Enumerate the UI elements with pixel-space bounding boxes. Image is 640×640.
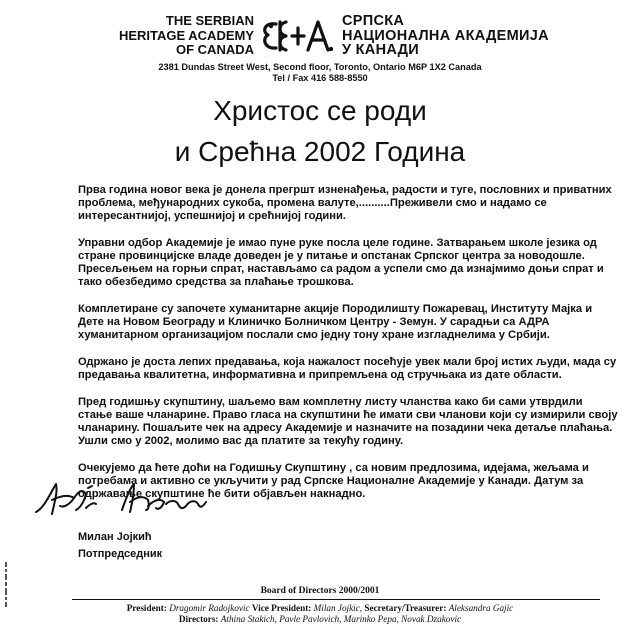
academy-monogram-logo-icon <box>258 16 338 58</box>
board-directors <box>0 614 640 624</box>
letterhead-serbian-line: У КАНАДИ <box>342 42 420 58</box>
body-paragraph: Комплетиране су започете хуманитарне акције Породилишту Пожаревац, Институту Мајка и Дете на Новом Београду и Клиничко Болничком Центру - Земун. У сарадњи са АДРА хуманитарном организацијом послали смо једну тону хране изгладнелима у Србији. <box>78 303 593 341</box>
letterhead-serbian-line: СРПСКА <box>342 13 405 29</box>
letter-body <box>78 184 618 515</box>
street-address: 2381 Dundas Street West, Second floor, Toronto, Ontario M6P 1X2 Canada <box>158 62 482 72</box>
letterhead-english-name <box>119 14 254 58</box>
vice-president-name: Milan Jojkic, <box>313 603 363 613</box>
letterhead-english-line: HERITAGE ACADEMY <box>118 27 254 43</box>
letterhead-english-line: OF CANADA <box>176 42 254 57</box>
directors-names: Athina Stakich, Pavle Pavlovich, Marinko Pepa, Novak Dzakovic <box>220 614 462 624</box>
president-label: President: <box>126 603 167 613</box>
body-paragraph: Одржано је доста лепих предавања, која нажалост посећује увек мали број истих људи, мада су предавања квалитетна, информативна и припремљена од стручњака из дате области. <box>78 356 617 381</box>
board-title: Board of Directors 2000/2001 <box>260 586 380 596</box>
greeting-title <box>0 90 640 172</box>
body-paragraph: Очекујемо да ћете доћи на Годишњу Скупштину , са новим предлозима, идејама, жељама и потребама и активно се укључити у рад Српске Националне Академије у Канади. Датум за одржавање скупштине ће бити објављен накнадно. <box>78 462 589 500</box>
signer-block <box>78 529 162 563</box>
secretary-label: Secretary/Treasurer: <box>364 603 447 613</box>
body-paragraph: Пред годишњу скупштину, шаљемо вам комплетну листу чланства како би сами утврдили стање ваше чланарине. Право гласа на скупштини ће имати сви чланови који су измирили своју чланарину. Пошаљите чек на адресу Академије и назначите на позадини чека детаље плаћања. Ушли смо у 2002, молимо вас да платите за текућу годину. <box>78 396 618 447</box>
board-officers <box>0 603 640 613</box>
signer-role: Потпредседник <box>78 548 163 560</box>
secretary-name: Aleksandra Gajic <box>448 603 514 613</box>
handwritten-signature <box>30 478 230 522</box>
title-line-2: и Срећна 2002 Година <box>174 136 466 167</box>
body-paragraph: Прва година новог века је донела прегршт изненађења, радости и туге, пословних и приватних проблема, међународних сукоба, промена валуте,..........Преживели смо и надамо се интересантнијој, успешнијој и срећнијој години. <box>78 184 612 222</box>
signer-name: Милан Јојкић <box>78 531 152 543</box>
letterhead-serbian-line: НАЦИОНАЛНА АКАДЕМИЈА <box>342 27 549 44</box>
letterhead-serbian-name <box>342 14 549 58</box>
president-name: Dragomir Radojkovic <box>169 603 250 613</box>
vice-president-label: Vice President: <box>251 603 312 613</box>
letterhead <box>0 14 640 64</box>
footer-divider <box>72 599 600 600</box>
title-line-1: Христос се роди <box>213 95 427 126</box>
body-paragraph: Управни одбор Академије је имао пуне руке посла целе године. Затварањем школе језика од стране провинцијске владе доведен је у питање и опстанак Српског центра за новодошле. Пресељењем на горњи спрат, настављамо са радом а успели смо да изнајмимо доњи спрат и тако обезбедимо средства за плаћање трошкова. <box>78 237 604 288</box>
letterhead-english-line: THE SERBIAN <box>165 13 254 28</box>
directors-label: Directors: <box>178 614 219 624</box>
letterhead-contact <box>0 62 640 84</box>
phone-fax: Tel / Fax 416 588-8550 <box>272 73 368 83</box>
